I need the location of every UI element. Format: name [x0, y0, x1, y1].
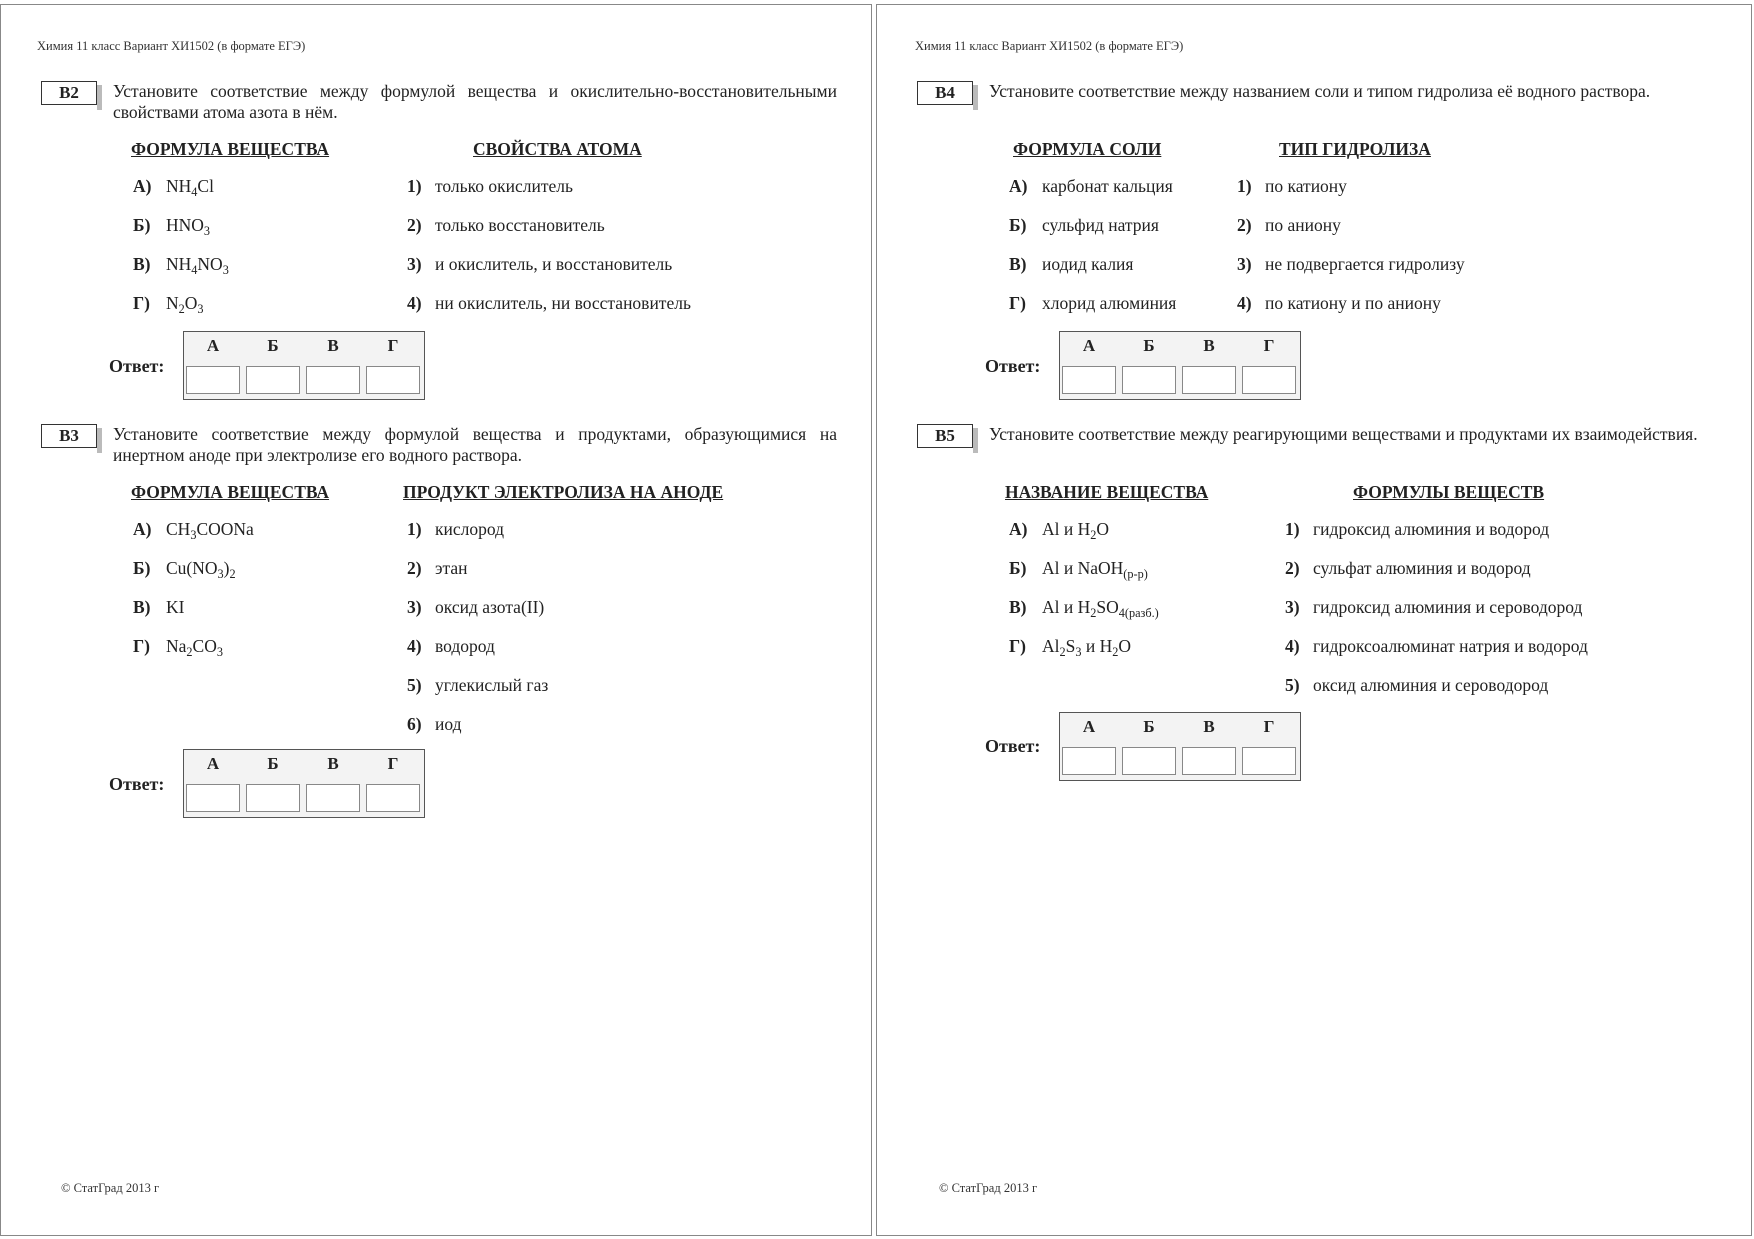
item-label: Б) — [133, 215, 151, 235]
item-text: гидроксид алюминия и сероводород — [1313, 597, 1583, 617]
item-text: по аниону — [1265, 215, 1341, 235]
column-header-left: ФОРМУЛА ВЕЩЕСТВА — [131, 482, 330, 502]
answer-label: Ответ: — [985, 356, 1041, 376]
answer-header: В — [1203, 717, 1215, 736]
answer-header: Г — [1263, 717, 1275, 736]
item-label: В) — [1009, 254, 1027, 274]
item-formula: $NH_4Cl$ — [166, 176, 214, 199]
list-item — [1285, 597, 1582, 618]
task-id: B5 — [917, 424, 973, 448]
answer-cell-b[interactable] — [1122, 747, 1176, 775]
answer-cell-b[interactable] — [246, 784, 300, 812]
item-number: 3) — [1237, 254, 1252, 274]
item-label: Г) — [1009, 293, 1026, 313]
list-item — [1237, 293, 1441, 314]
answer-header: Б — [267, 754, 279, 773]
list-item — [1009, 519, 1109, 540]
item-number: 2) — [407, 215, 422, 235]
page-footer: © СтатГрад 2013 г — [61, 1181, 160, 1195]
item-text: иодид калия — [1042, 254, 1134, 274]
item-label: В) — [133, 254, 151, 274]
item-formula: KI — [166, 597, 185, 617]
answer-label: Ответ: — [985, 736, 1041, 756]
answer-cell-v[interactable] — [306, 784, 360, 812]
item-number: 4) — [407, 636, 422, 656]
item-number: 3) — [1285, 597, 1300, 617]
item-label: В) — [133, 597, 151, 617]
item-label: А) — [133, 519, 152, 539]
list-item — [1237, 176, 1347, 197]
item-label: А) — [1009, 519, 1028, 539]
item-number: 2) — [1285, 558, 1300, 578]
list-item — [407, 714, 462, 735]
answer-cell-a[interactable] — [1062, 747, 1116, 775]
item-formula: $N_2O_3$ — [166, 293, 204, 316]
list-item — [133, 597, 184, 618]
task-id: B4 — [917, 81, 973, 105]
item-text: кислород — [435, 519, 505, 539]
list-item — [407, 293, 691, 314]
item-number: 4) — [407, 293, 422, 313]
task-text: Установите соответствие между формулой вещества и окислительно-восстановительными свойствами атома азота в нём. — [113, 81, 837, 122]
answer-header: А — [1082, 336, 1096, 355]
list-item — [407, 519, 504, 540]
item-text: только восстановитель — [435, 215, 605, 235]
list-item — [1009, 176, 1173, 197]
list-item — [1009, 215, 1159, 236]
page-footer: © СтатГрад 2013 г — [939, 1181, 1038, 1195]
item-label: Б) — [133, 558, 151, 578]
list-item — [1009, 597, 1159, 618]
list-item — [1009, 293, 1176, 314]
item-label: А) — [133, 176, 152, 196]
item-number: 6) — [407, 714, 422, 734]
item-text: оксид алюминия и сероводород — [1313, 675, 1549, 695]
answer-cell-v[interactable] — [306, 366, 360, 394]
column-header-right: ТИП ГИДРОЛИЗА — [1279, 139, 1431, 159]
item-number: 4) — [1285, 636, 1300, 656]
answer-header: В — [327, 336, 339, 355]
item-label: Г) — [133, 636, 150, 656]
item-text: сульфат алюминия и водород — [1313, 558, 1531, 578]
item-number: 4) — [1237, 293, 1252, 313]
list-item — [1237, 254, 1465, 275]
item-text: углекислый газ — [435, 675, 549, 695]
item-text: оксид азота(II) — [435, 597, 545, 617]
list-item — [1285, 558, 1531, 579]
answer-cell-g[interactable] — [1242, 747, 1296, 775]
item-label: В) — [1009, 597, 1027, 617]
item-label: Г) — [133, 293, 150, 313]
page-header: Химия 11 класс Вариант ХИ1502 (в формате ЕГЭ) — [915, 39, 1184, 53]
answer-header: Б — [1143, 717, 1155, 736]
column-header-left: ФОРМУЛА СОЛИ — [1013, 139, 1162, 159]
item-formula: Al и $H_2SO_{4(разб.)}$ — [1042, 597, 1159, 620]
item-formula: Al и NaOH$_{(р-р)}$ — [1042, 558, 1148, 581]
answer-header: Б — [1143, 336, 1155, 355]
answer-header: В — [327, 754, 339, 773]
answer-cell-b[interactable] — [1122, 366, 1176, 394]
column-header-right: ПРОДУКТ ЭЛЕКТРОЛИЗА НА АНОДЕ — [403, 482, 724, 502]
item-text: гидроксид алюминия и водород — [1313, 519, 1550, 539]
item-formula: $HNO_3$ — [166, 215, 211, 238]
item-number: 5) — [1285, 675, 1300, 695]
answer-table — [183, 749, 425, 818]
list-item — [1009, 558, 1148, 579]
item-number: 1) — [407, 176, 422, 196]
task-text: Установите соответствие между формулой вещества и продуктами, образующимися на инертном аноде при электролизе его водного раствора. — [113, 424, 837, 465]
answer-cell-v[interactable] — [1182, 747, 1236, 775]
page-right — [876, 4, 1752, 1236]
answer-table — [1059, 331, 1301, 400]
list-item — [133, 215, 210, 236]
answer-cell-g[interactable] — [366, 366, 420, 394]
list-item — [1009, 254, 1133, 275]
page-left — [0, 4, 872, 1236]
item-text: этан — [435, 558, 468, 578]
item-number: 1) — [1237, 176, 1252, 196]
list-item — [407, 636, 495, 657]
list-item — [133, 176, 214, 197]
answer-cell-v[interactable] — [1182, 366, 1236, 394]
answer-header: А — [1082, 717, 1096, 736]
item-number: 2) — [407, 558, 422, 578]
column-header-left: НАЗВАНИЕ ВЕЩЕСТВА — [1005, 482, 1209, 502]
list-item — [407, 597, 544, 618]
answer-header: Г — [1263, 336, 1275, 355]
list-item — [407, 675, 548, 696]
answer-table — [183, 331, 425, 400]
item-formula: $CH_3COONa$ — [166, 519, 254, 542]
item-text: только окислитель — [435, 176, 574, 196]
item-text: карбонат кальция — [1042, 176, 1173, 196]
answer-header: Г — [387, 336, 399, 355]
item-number: 5) — [407, 675, 422, 695]
item-text: ни окислитель, ни восстановитель — [435, 293, 691, 313]
list-item — [1285, 675, 1548, 696]
column-header-right: СВОЙСТВА АТОМА — [473, 139, 642, 159]
item-label: А) — [1009, 176, 1028, 196]
task-text: Установите соответствие между названием соли и типом гидролиза её водного раствора. — [989, 81, 1651, 101]
answer-label: Ответ: — [109, 356, 165, 376]
item-formula: $Al_2S_3$ и $H_2O$ — [1042, 636, 1132, 659]
answer-cell-g[interactable] — [366, 784, 420, 812]
list-item — [1285, 519, 1549, 540]
column-header-right: ФОРМУЛЫ ВЕЩЕСТВ — [1353, 482, 1545, 502]
item-label: Б) — [1009, 215, 1027, 235]
list-item — [407, 176, 573, 197]
page-header: Химия 11 класс Вариант ХИ1502 (в формате ЕГЭ) — [37, 39, 306, 53]
item-formula: $Cu(NO_3)_2$ — [166, 558, 236, 581]
item-formula: $NH_4NO_3$ — [166, 254, 229, 277]
item-formula: Al и $H_2O$ — [1042, 519, 1110, 542]
item-text: и окислитель, и восстановитель — [435, 254, 673, 274]
item-text: не подвергается гидролизу — [1265, 254, 1465, 274]
item-number: 3) — [407, 597, 422, 617]
item-label: Г) — [1009, 636, 1026, 656]
answer-header: В — [1203, 336, 1215, 355]
column-header-left: ФОРМУЛА ВЕЩЕСТВА — [131, 139, 330, 159]
answer-table — [1059, 712, 1301, 781]
answer-cell-g[interactable] — [1242, 366, 1296, 394]
list-item — [1285, 636, 1588, 657]
answer-label: Ответ: — [109, 774, 165, 794]
list-item — [407, 254, 672, 275]
list-item — [133, 519, 254, 540]
item-number: 1) — [1285, 519, 1300, 539]
list-item — [133, 636, 223, 657]
answer-header: А — [206, 754, 220, 773]
answer-cell-a[interactable] — [186, 784, 240, 812]
answer-header: Б — [267, 336, 279, 355]
item-number: 2) — [1237, 215, 1252, 235]
list-item — [133, 254, 229, 275]
task-text: Установите соответствие между реагирующими веществами и продуктами их взаимодействия. — [989, 424, 1698, 444]
item-number: 3) — [407, 254, 422, 274]
answer-header: Г — [387, 754, 399, 773]
list-item — [407, 558, 468, 579]
list-item — [1237, 215, 1341, 236]
list-item — [133, 293, 204, 314]
item-text: иод — [435, 714, 462, 734]
item-text: сульфид натрия — [1042, 215, 1159, 235]
item-formula: $Na_2CO_3$ — [166, 636, 223, 659]
list-item — [1009, 636, 1131, 657]
item-text: по катиону — [1265, 176, 1347, 196]
answer-cell-a[interactable] — [1062, 366, 1116, 394]
item-text: по катиону и по аниону — [1265, 293, 1441, 313]
answer-cell-b[interactable] — [246, 366, 300, 394]
item-label: Б) — [1009, 558, 1027, 578]
item-text: гидроксоалюминат натрия и водород — [1313, 636, 1588, 656]
answer-header: А — [206, 336, 220, 355]
task-id: B2 — [41, 81, 97, 105]
item-text: водород — [435, 636, 495, 656]
item-text: хлорид алюминия — [1042, 293, 1177, 313]
answer-cell-a[interactable] — [186, 366, 240, 394]
list-item — [407, 215, 605, 236]
item-number: 1) — [407, 519, 422, 539]
list-item — [133, 558, 236, 579]
task-id: B3 — [41, 424, 97, 448]
